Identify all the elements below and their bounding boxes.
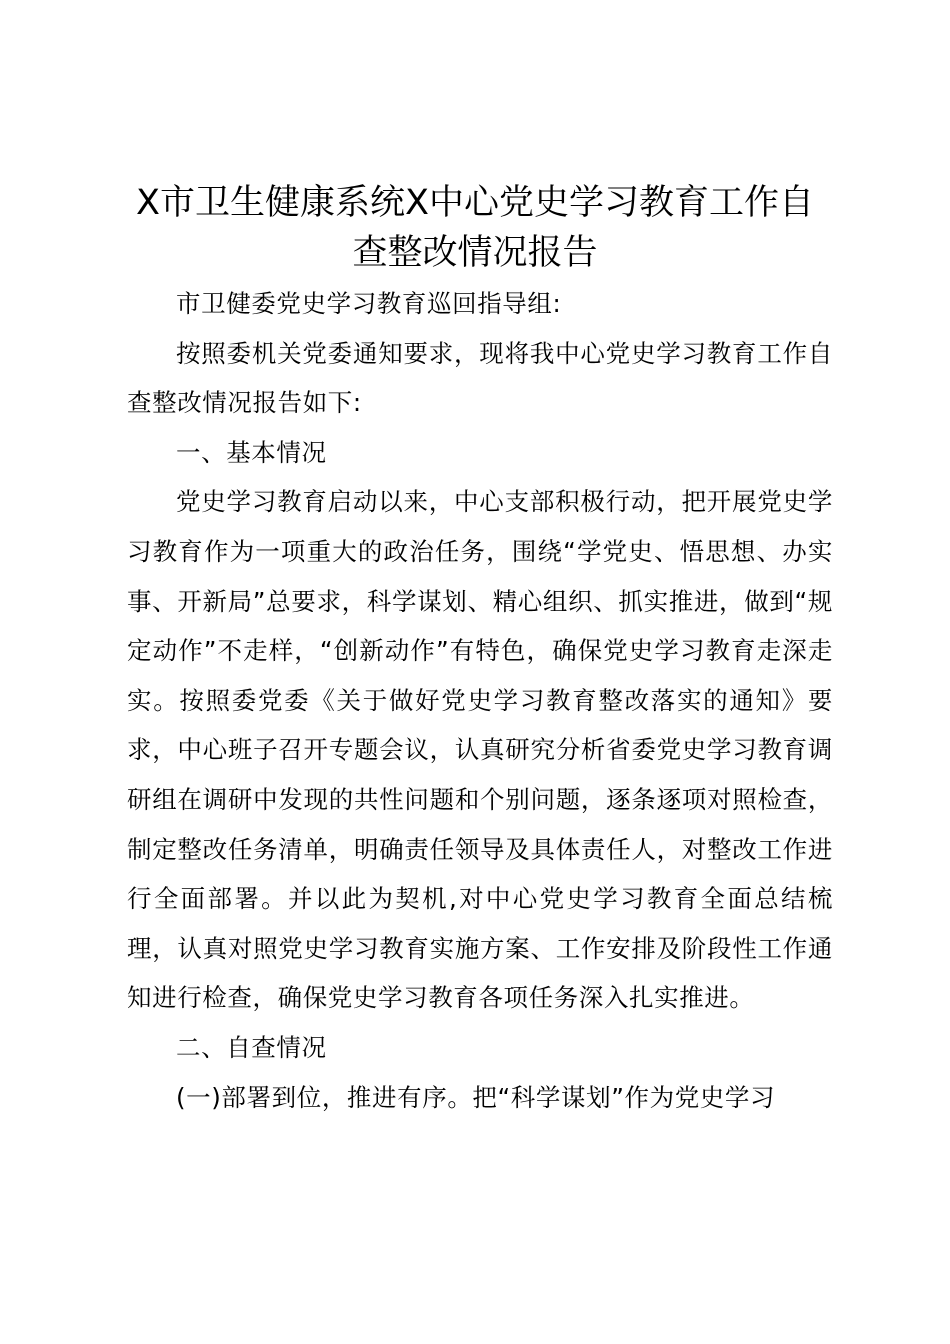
- section-heading-basic-situation: 一、基本情况: [176, 437, 327, 467]
- salutation: 市卫健委党史学习教育巡回指导组:: [176, 289, 562, 318]
- document-body: [127, 279, 833, 1122]
- basic-situation-paragraph: 党史学习教育启动以来，中心支部积极行动，把开展党史学习教育作为一项重大的政治任务，围绕“学党史、悟思想、办实事、开新局”总要求，科学谋划、精心组织、抓实推进，做到“规定动作”不走样，“创新动作”有特色，确保党史学习教育走深走实。按照委党委《关于做好党史学习教育整改落实的通知》要求，中心班子召开专题会议，认真研究分析省委党史学习教育调研组在调研中发现的共性问题和个别问题，逐条逐项对照检查，制定整改任务清单，明确责任领导及具体责任人，对整改工作进行全面部署。并以此为契机,对中心党史学习教育全面总结梳理，认真对照党史学习教育实施方案、工作安排及阶段性工作通知进行检查，确保党史学习教育各项任务深入扎实推进。: [127, 487, 833, 1013]
- document-title: X市卫生健康系统X中心党史学习教育工作自查整改情况报告: [136, 183, 814, 273]
- section-heading-self-check: 二、自查情况: [176, 1032, 327, 1062]
- self-check-paragraph: (一)部署到位，推进有序。把“科学谋划”作为党史学习: [176, 1082, 776, 1112]
- intro-paragraph: 按照委机关党委通知要求，现将我中心党史学习教育工作自查整改情况报告如下:: [127, 338, 833, 418]
